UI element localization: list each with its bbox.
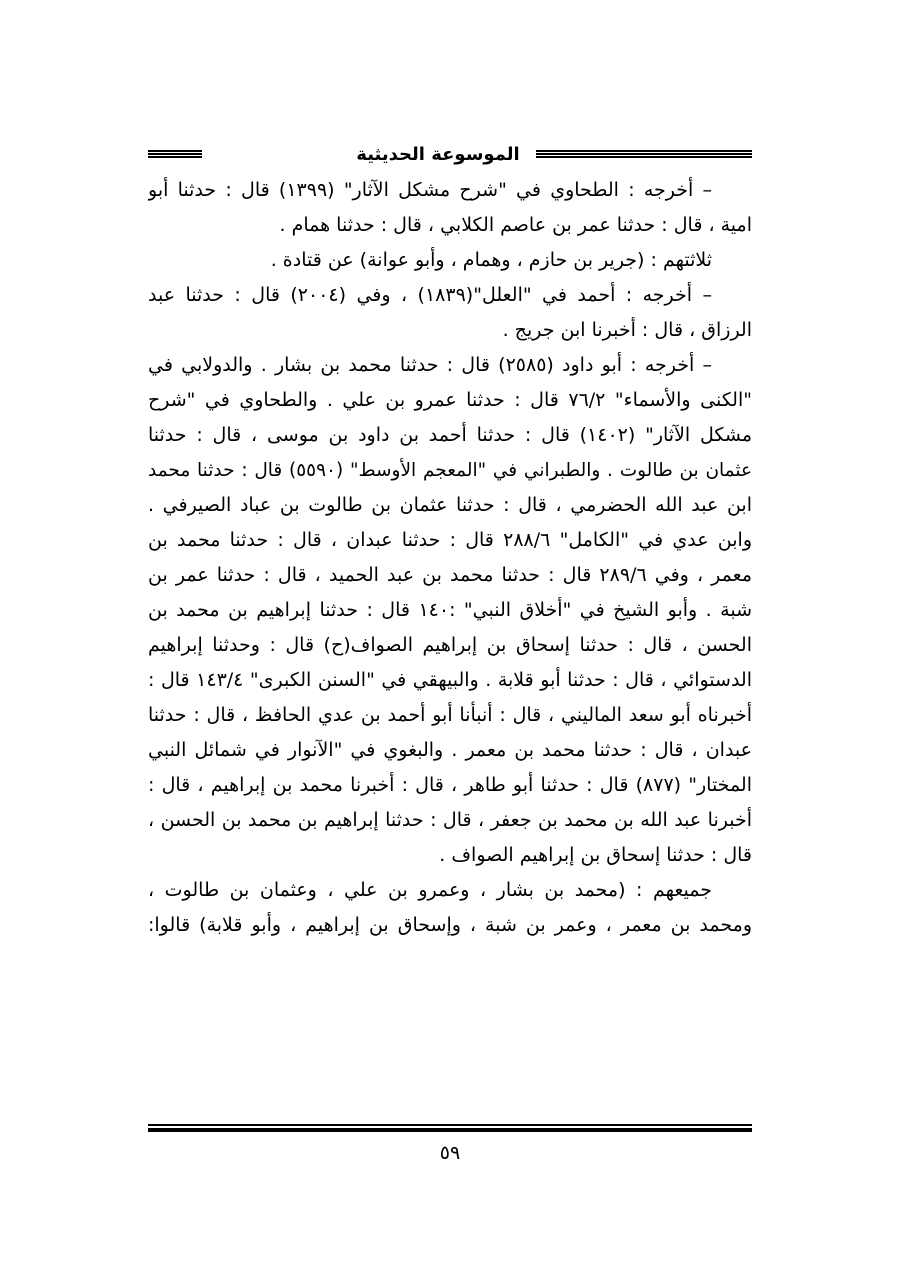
text-line: عبدان ، قال : حدثنا محمد بن معمر . والبغوي في "الآنوار في شمائل النبي bbox=[148, 739, 752, 761]
page-header-title: الموسوعة الحديثية bbox=[356, 144, 520, 165]
text-line: مشكل الآثار" (١٤٠٢) قال : حدثنا أحمد بن داود بن موسى ، قال : حدثنا bbox=[148, 424, 752, 446]
text-line: قال : حدثنا إسحاق بن إبراهيم الصواف . bbox=[439, 844, 752, 866]
text-line: ومحمد بن معمر ، وعمر بن شبة ، وإسحاق بن إبراهيم ، وأبو قلابة) قالوا: bbox=[148, 914, 752, 936]
text-line: "الكنى والأسماء" ٧٦/٢ قال : حدثنا عمرو بن علي . والطحاوي في "شرح bbox=[148, 389, 752, 411]
header-rule-left bbox=[148, 150, 202, 158]
text-line: – أخرجه : أحمد في "العلل"(١٨٣٩) ، وفي (٢٠٠٤) قال : حدثنا عبد bbox=[148, 284, 712, 306]
text-line: – أخرجه : الطحاوي في "شرح مشكل الآثار" (١٣٩٩) قال : حدثنا أبو bbox=[148, 179, 712, 201]
text-line: امية ، قال : حدثنا عمر بن عاصم الكلابي ، قال : حدثنا همام . bbox=[279, 214, 752, 236]
text-line: وابن عدي في "الكامل" ٢٨٨/٦ قال : حدثنا عبدان ، قال : حدثنا محمد بن bbox=[148, 529, 752, 551]
text-line: الرزاق ، قال : أخبرنا ابن جريج . bbox=[502, 319, 752, 341]
page-number: ٥٩ bbox=[439, 1142, 461, 1164]
page-header bbox=[148, 140, 752, 172]
text-line: جميعهم : (محمد بن بشار ، وعمرو بن علي ، وعثمان بن طالوت ، bbox=[148, 879, 712, 901]
footer-rule bbox=[148, 1124, 752, 1133]
text-line: معمر ، وفي ٢٨٩/٦ قال : حدثنا محمد بن عبد الحميد ، قال : حدثنا عمر بن bbox=[148, 564, 752, 586]
text-line: المختار" (٨٧٧) قال : حدثنا أبو طاهر ، قال : أخبرنا محمد بن إبراهيم ، قال : bbox=[148, 774, 752, 796]
text-line: – أخرجه : أبو داود (٢٥٨٥) قال : حدثنا محمد بن بشار . والدولابي في bbox=[148, 354, 712, 376]
text-line: أخبرناه أبو سعد الماليني ، قال : أنبأنا أبو أحمد بن عدي الحافظ ، قال : حدثنا bbox=[148, 704, 752, 726]
text-line: أخبرنا عبد الله بن محمد بن جعفر ، قال : حدثنا إبراهيم بن محمد بن الحسن ، bbox=[148, 809, 752, 831]
text-line: شبة . وأبو الشيخ في "أخلاق النبي" :١٤٠ قال : حدثنا إبراهيم بن محمد بن bbox=[148, 599, 752, 621]
text-line: الحسن ، قال : حدثنا إسحاق بن إبراهيم الصواف(ح) قال : وحدثنا إبراهيم bbox=[148, 634, 752, 656]
header-rule-right bbox=[536, 150, 752, 158]
text-line: ثلاثتهم : (جرير بن حازم ، وهمام ، وأبو عوانة) عن قتادة . bbox=[270, 249, 712, 271]
text-line: الدستوائي ، قال : حدثنا أبو قلابة . والبيهقي في "السنن الكبرى" ١٤٣/٤ قال : bbox=[148, 669, 752, 691]
text-line: عثمان بن طالوت . والطبراني في "المعجم الأوسط" (٥٥٩٠) قال : حدثنا محمد bbox=[148, 460, 752, 481]
body-text bbox=[148, 173, 752, 943]
text-line: ابن عبد الله الحضرمي ، قال : حدثنا عثمان بن طالوت بن عباد الصيرفي . bbox=[148, 494, 752, 516]
